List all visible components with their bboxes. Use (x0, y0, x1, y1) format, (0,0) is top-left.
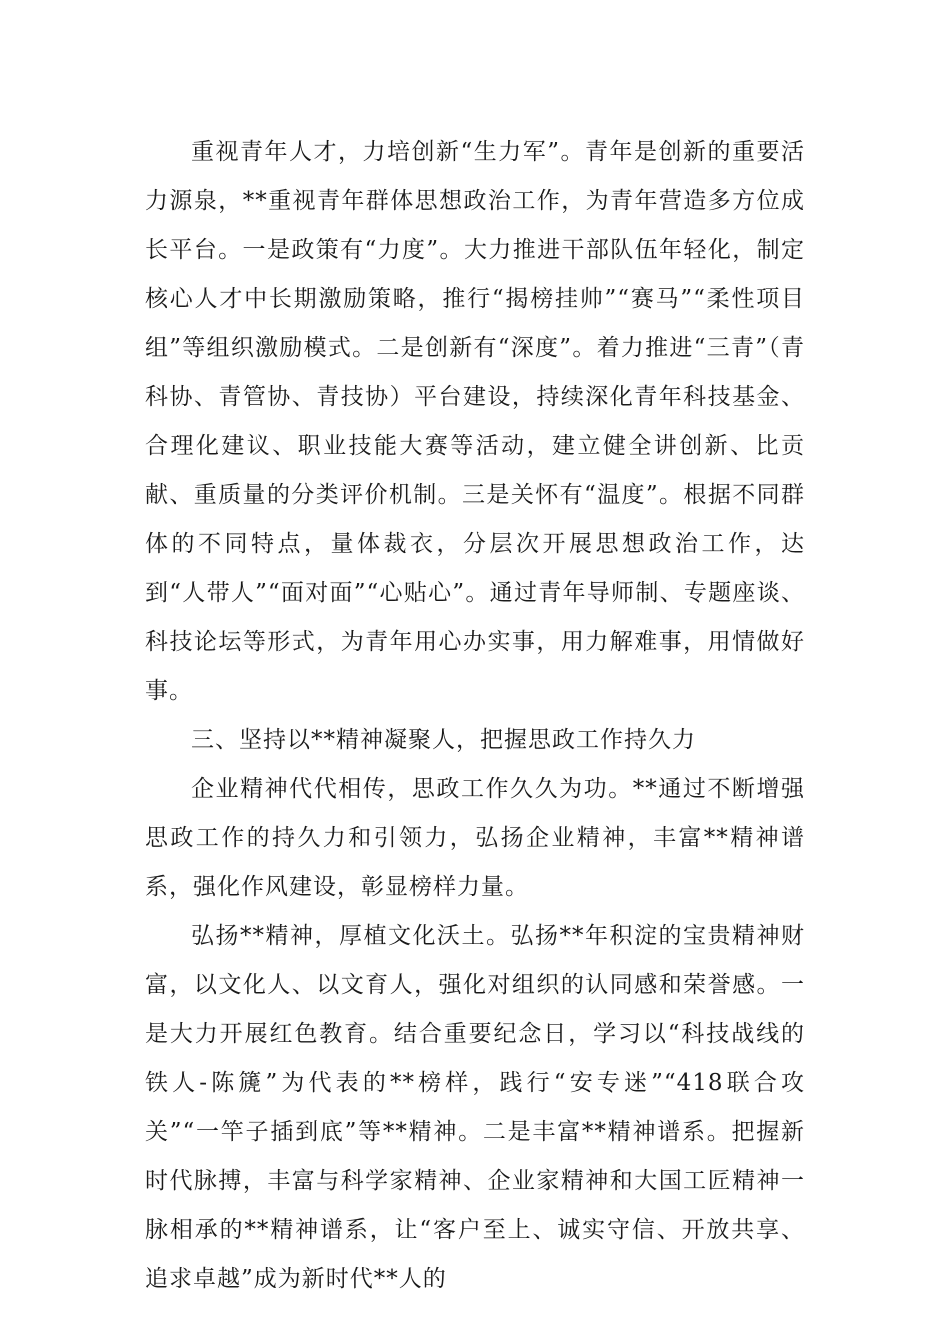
document-body (145, 128, 805, 1304)
paragraph-culture: 弘扬**精神，厚植文化沃土。弘扬**年积淀的宝贵精神财富，以文化人、以文育人，强化对组织的认同感和荣誉感。一是大力开展红色教育。结合重要纪念日，学习以“科技战线的铁人-陈篪”为代表的**榜样，践行“安专迷”“418联合攻关”“一竿子插到底”等**精神。二是丰富**精神谱系。把握新时代脉搏，丰富与科学家精神、企业家精神和大国工匠精神一脉相承的**精神谱系，让“客户至上、诚实守信、开放共享、追求卓越”成为新时代**人的 (145, 923, 805, 1292)
paragraph-enterprise-spirit: 企业精神代代相传，思政工作久久为功。**通过不断增强思政工作的持久力和引领力，弘扬企业精神，丰富**精神谱系，强化作风建设，彰显榜样力量。 (145, 776, 805, 900)
section-heading-3: 三、坚持以**精神凝聚人，把握思政工作持久力 (191, 727, 696, 753)
paragraph-youth-talent: 重视青年人才，力培创新“生力军”。青年是创新的重要活力源泉，**重视青年群体思想政治工作，为青年营造多方位成长平台。一是政策有“力度”。大力推进干部队伍年轻化，制定核心人才中长期激励策略，推行“揭榜挂帅”“赛马”“柔性项目组”等组织激励模式。二是创新有“深度”。着力推进“三青”（青科协、青管协、青技协）平台建设，持续深化青年科技基金、合理化建议、职业技能大赛等活动，建立健全讲创新、比贡献、重质量的分类评价机制。三是关怀有“温度”。根据不同群体的不同特点，量体裁衣，分层次开展思想政治工作，达到“人带人”“面对面”“心贴心”。通过青年导师制、专题座谈、科技论坛等形式，为青年用心办实事，用力解难事，用情做好事。 (145, 139, 805, 704)
